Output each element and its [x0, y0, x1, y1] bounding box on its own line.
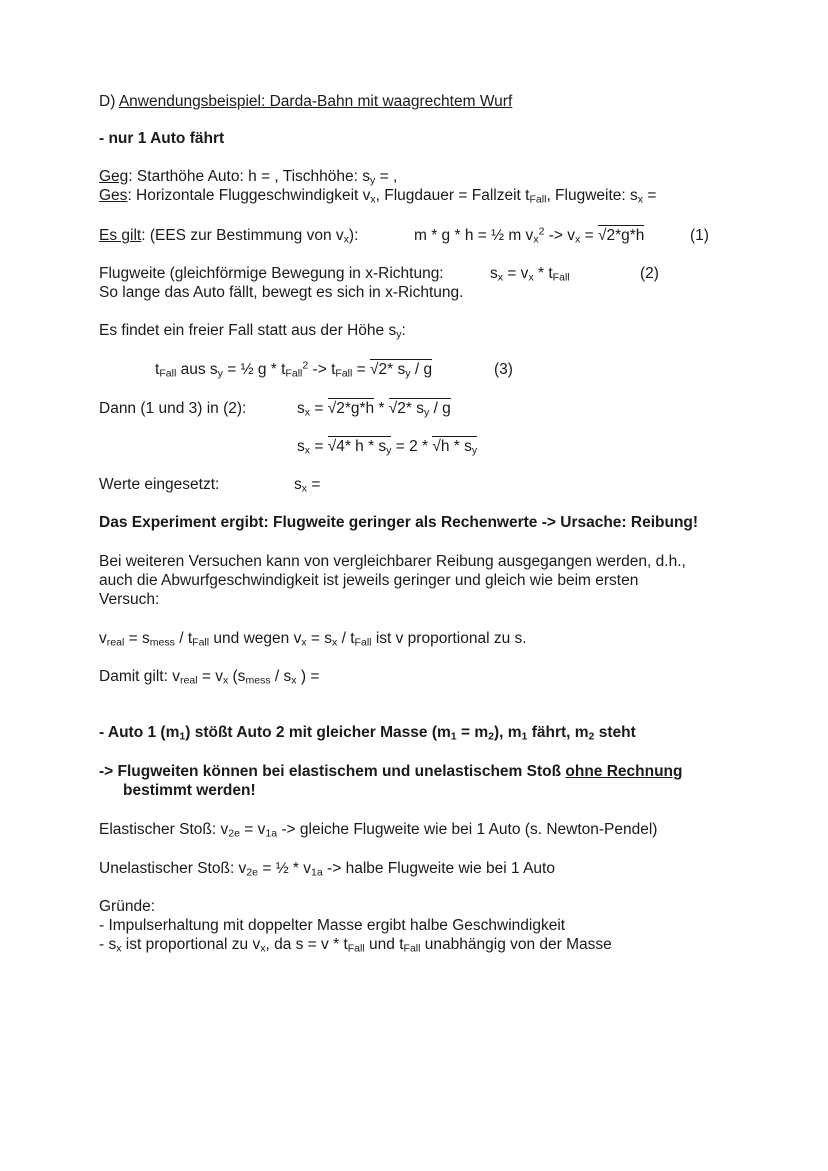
dann-label: Dann (1 und 3) in (2):	[99, 400, 247, 417]
experiment-result: Das Experiment ergibt: Flugweite geringer als Rechenwerte -> Ursache: Reibung!	[99, 514, 699, 531]
unelastischer-stoss-line: Unelastischer Stoß: $v_{2e}$ = ½ * $v_{1a}$ -> halbe Flugweite wie bei 1 Auto	[99, 860, 555, 879]
section-heading: D) Anwendungsbeispiel: Darda-Bahn mit waagrechtem Wurf	[99, 93, 513, 110]
vreal-line: $v_{real} = s_{mess} / t_{Fall}$ und wegen $v_x = s_x / t_{Fall}$ ist v proportional zu s.	[99, 630, 527, 649]
werte-equation: $s_x$ =	[294, 476, 321, 495]
equation-1-number: (1)	[690, 227, 709, 244]
gruende-label: Gründe:	[99, 898, 156, 915]
freier-fall-line: Es findet ein freier Fall statt aus der Höhe $s_y$:	[99, 322, 406, 341]
case1-title: - nur 1 Auto fährt	[99, 130, 225, 147]
equation-2: $s_x = v_x * t_{Fall}$	[490, 265, 570, 284]
equation-2-number: (2)	[640, 265, 659, 282]
flugweiten-line-2: bestimmt werden!	[123, 782, 256, 799]
section-title: Anwendungsbeispiel: Darda-Bahn mit waagrechtem Wurf	[118, 93, 513, 110]
damit-line: Damit gilt: $v_{real} = v_x$ ($s_{mess} / s_x$ ) =	[99, 668, 320, 687]
gruende-line-2: - $s_x$ ist proportional zu $v_x$, da $s = v * t_{Fall}$ und $t_{Fall}$ unabhängig von der Masse	[99, 936, 612, 955]
sought-line: Ges: Horizontale Fluggeschwindigkeit $v_x$, Flugdauer = Fallzeit $t_{Fall}$, Flugweite: $s_x$ =	[99, 187, 657, 206]
gruende-line-1: - Impulserhaltung mit doppelter Masse ergibt halbe Geschwindigkeit	[99, 917, 566, 934]
equation-1: m * g * h = ½ m $v_x^2 -> v_x = √2*g*h$	[414, 225, 645, 246]
weitere-line-1: Bei weiteren Versuchen kann von vergleichbarer Reibung ausgegangen werden, d.h.,	[99, 553, 686, 570]
equation-5: $s_x = √4*$ $h * s_y = 2 * √h * s_y$	[297, 438, 478, 457]
equation-3: $t_{Fall}$ aus $s_y$ = ½ $g * t_{Fall}^2 -> t_{Fall} = √2*$ $s_y$ / g	[155, 359, 433, 380]
flugweite-line: Flugweite (gleichförmige Bewegung in x-Richtung:	[99, 265, 444, 282]
weitere-line-3: Versuch:	[99, 591, 160, 608]
flugweite-line-2: So lange das Auto fällt, bewegt es sich in x-Richtung.	[99, 284, 464, 301]
weitere-line-2: auch die Abwurfgeschwindigkeit ist jeweils geringer und gleich wie beim ersten	[99, 572, 639, 589]
flugweiten-line-1: -> Flugweiten können bei elastischem und unelastischem Stoß ohne Rechnung	[99, 763, 683, 780]
case2-title: - Auto 1 $(m_1)$ stößt Auto 2 mit gleicher Masse $(m_1 = m_2)$, $m_1$ fährt, $m_2$ steht	[99, 724, 636, 743]
equation-3-number: (3)	[494, 361, 513, 378]
equation-4: $s_x = √2*g*h * √2*$ $s_y$ / g	[297, 400, 451, 419]
es-gilt-line: Es gilt: (EES zur Bestimmung von $v_x$):	[99, 227, 359, 246]
given-line: Geg: Starthöhe Auto: h = , Tischhöhe: $s_y$ = ,	[99, 168, 398, 187]
werte-label: Werte eingesetzt:	[99, 476, 220, 493]
elastischer-stoss-line: Elastischer Stoß: $v_{2e} = v_{1a}$ -> gleiche Flugweite wie bei 1 Auto (s. Newton-Pendel)	[99, 821, 658, 840]
